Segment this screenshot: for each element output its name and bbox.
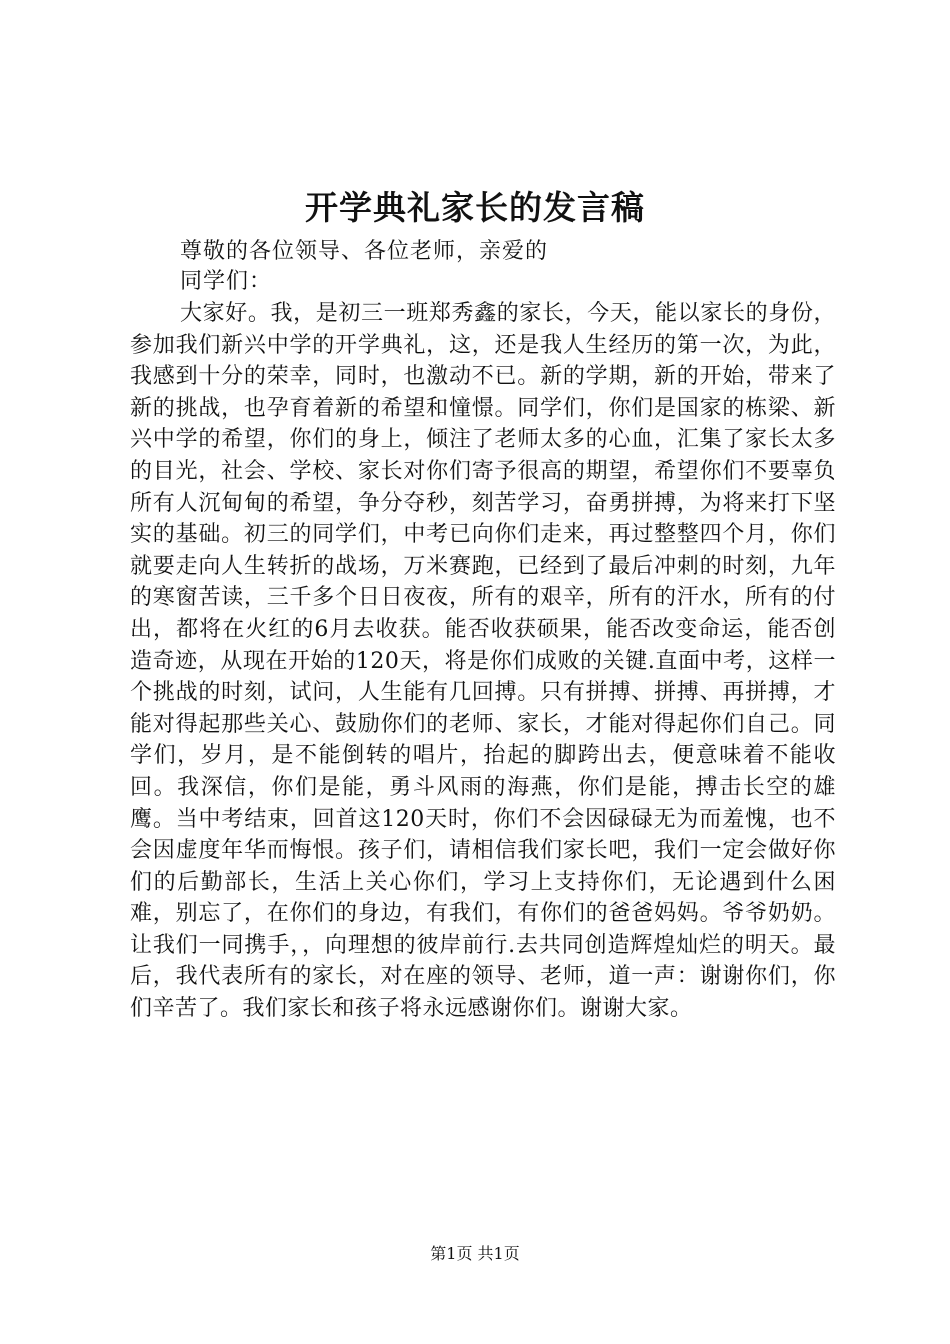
page-footer: 第1页 共1页	[430, 1244, 520, 1263]
greeting-line-1: 尊敬的各位领导、各位老师，亲爱的	[180, 239, 549, 264]
speech-body: 大家好。我，是初三一班郑秀鑫的家长，今天，能以家长的身份，参加我们新兴中学的开学典礼，这，还是我人生经历的第一次，为此，我感到十分的荣幸，同时，也激动不已。新的学期，新的开始，带来了新的挑战，也孕育着新的希望和憧憬。同学们，你们是国家的栋梁、新兴中学的希望，你们的身上，倾注了老师太多的心血，汇集了家长太多的目光，社会、学校、家长对你们寄予很高的期望，希望你们不要辜负所有人沉甸甸的希望，争分夺秒，刻苦学习，奋勇拼搏，为将来打下坚实的基础。初三的同学们，中考已向你们走来，再过整整四个月，你们就要走向人生转折的战场，万米赛跑，已经到了最后冲刺的时刻，九年的寒窗苦读，三千多个日日夜夜，所有的艰辛，所有的汗水，所有的付出，都将在火红的6月去收获。能否收获硕果，能否改变命运，能否创造奇迹，从现在开始的120天，将是你们成败的关键.直面中考，这样一个挑战的时刻，试问，人生能有几回搏。只有拼搏、拼搏、再拼搏，才能对得起那些关心、鼓励你们的老师、家长，才能对得起你们自己。同学们，岁月，是不能倒转的唱片，抬起的脚跨出去，便意味着不能收回。我深信，你们是能，勇斗风雨的海燕，你们是能，搏击长空的雄鹰。当中考结束，回首这120天时，你们不会因碌碌无为而羞愧，也不会因虚度年华而悔恨。孩子们，请相信我们家长吧，我们一定会做好你们的后勤部长，生活上关心你们，学习上支持你们，无论遇到什么困难，别忘了，在你们的身边，有我们，有你们的爸爸妈妈。爷爷奶奶。让我们一同携手，，向理想的彼岸前行.去共同创造辉煌灿烂的明天。最后，我代表所有的家长，对在座的领导、老师，道一声：谢谢你们，你们辛苦了。我们家长和孩子将永远感谢你们。谢谢大家。	[130, 301, 836, 1022]
greeting-line-2: 同学们：	[180, 269, 273, 294]
document-title: 开学典礼家长的发言稿	[305, 188, 645, 227]
